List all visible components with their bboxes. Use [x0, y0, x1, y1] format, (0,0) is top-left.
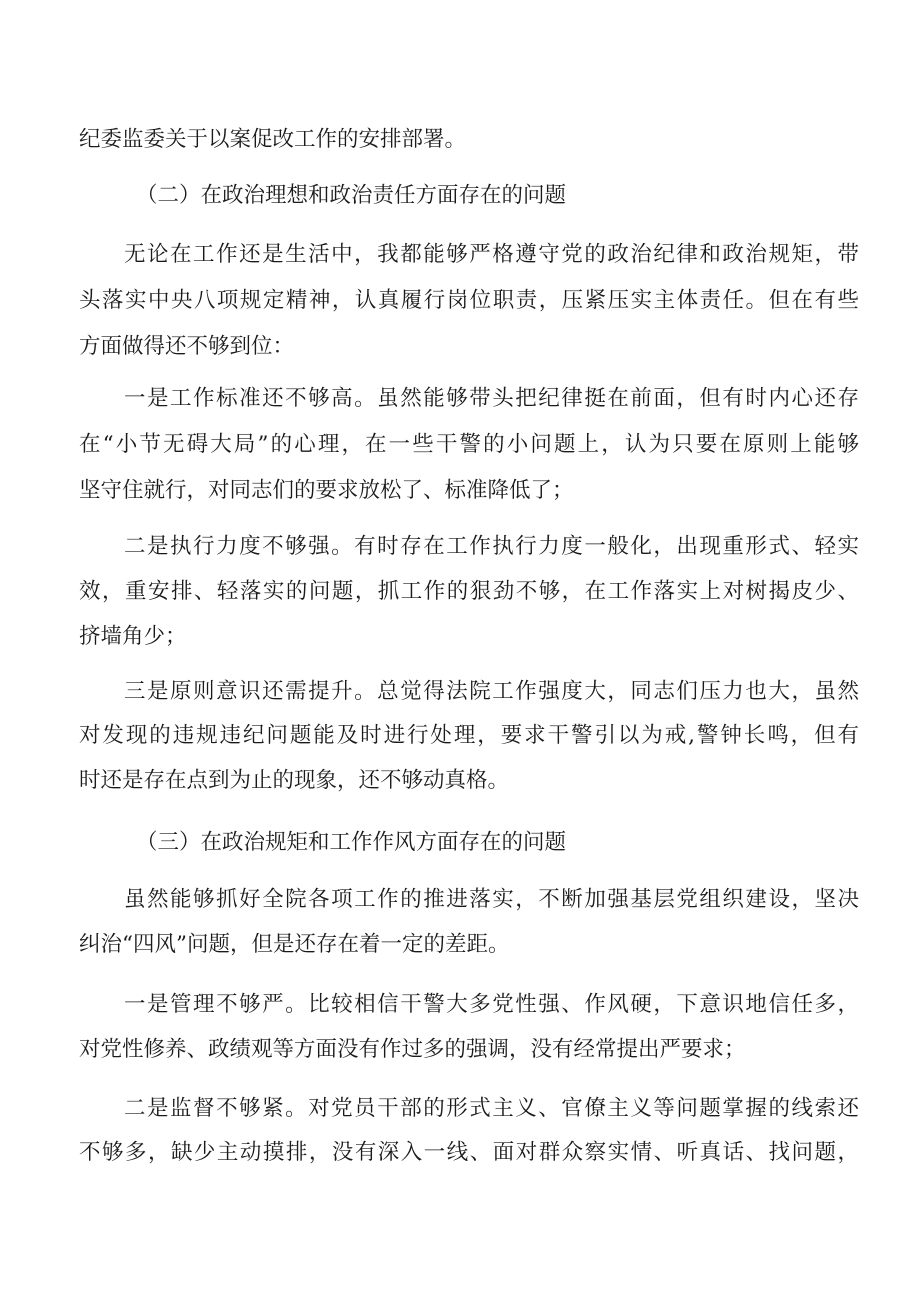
section-heading-2: （二）在政治理想和政治责任方面存在的问题	[136, 183, 567, 208]
text-line: 效，重安排、轻落实的问题，抓工作的狠劲不够，在工作落实上对树揭皮少、	[79, 579, 859, 604]
text-line: 时还是存在点到为止的现象，还不够动真格。	[79, 768, 510, 793]
text-line: 无论在工作还是生活中，我都能够严格遵守党的政治纪律和政治规矩，带	[124, 242, 859, 267]
text-line: 对发现的违规违纪问题能及时进行处理，要求干警引以为戒,警钟长鸣，但有	[79, 723, 859, 748]
text-line: 一是管理不够严。比较相信干警大多党性强、作风硬，下意识地信任多，	[124, 992, 859, 1017]
text-line: 虽然能够抓好全院各项工作的推进落实，不断加强基层党组织建设，坚决	[124, 887, 859, 912]
text-line: 在“小节无碍大局”的心理，在一些干警的小问题上，认为只要在原则上能够	[79, 432, 859, 457]
text-line: 方面做得还不够到位：	[79, 334, 295, 359]
text-line: 挤墙角少；	[79, 624, 187, 649]
text-line: 坚守住就行，对同志们的要求放松了、标准降低了；	[79, 478, 574, 503]
text-line: 纪委监委关于以案促改工作的安排部署。	[79, 127, 467, 152]
text-line: 三是原则意识还需提升。总觉得法院工作强度大，同志们压力也大，虽然	[124, 679, 859, 704]
text-line: 对党性修养、政绩观等方面没有作过多的强调，没有经常提出严要求；	[79, 1037, 746, 1062]
text-line: 二是执行力度不够强。有时存在工作执行力度一般化，出现重形式、轻实	[124, 534, 859, 559]
text-line: 头落实中央八项规定精神，认真履行岗位职责，压紧压实主体责任。但在有些	[79, 288, 859, 313]
text-line: 不够多，缺少主动摸排，没有深入一线、面对群众察实情、听真话、找问题，	[79, 1140, 859, 1165]
text-line: 纠治“四风”问题，但是还存在着一定的差距。	[79, 932, 510, 957]
section-heading-3: （三）在政治规矩和工作作风方面存在的问题	[136, 830, 567, 855]
text-line: 一是工作标准还不够高。虽然能够带头把纪律挺在前面，但有时内心还存	[124, 386, 859, 411]
text-line: 二是监督不够紧。对党员干部的形式主义、官僚主义等问题掌握的线索还	[124, 1096, 859, 1121]
